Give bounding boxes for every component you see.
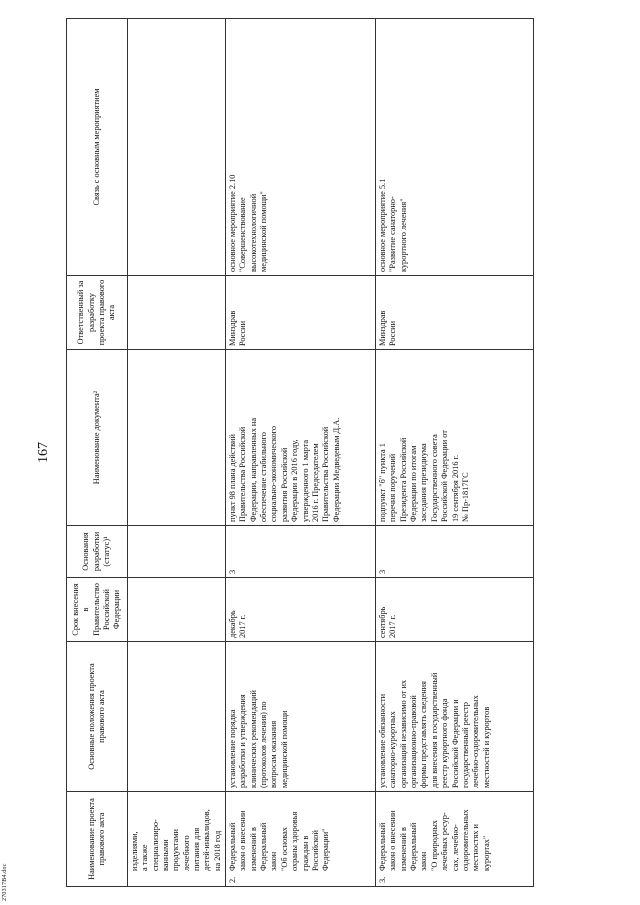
legal-acts-table <box>66 18 534 887</box>
header-link: Связь с основным мероприятием <box>67 19 128 276</box>
act-name-text: изделиями, а также специализиро- ванными продуктами лечебного питания для детей-инвалидов, на 2018 год <box>129 809 222 871</box>
act-name-text: Федеральный закон о внесении изменений в Федеральный закон "О природных лечебных ресур- сах, лечебно- оздоровительных местностях и курортах" <box>378 809 491 871</box>
header-document: Наименование документа² <box>67 350 128 526</box>
file-name: 270317B4.doc <box>2 863 8 901</box>
cell-document: подпункт "б" пункта 1 перечня поручений Президента Российской Федерации по итогам заседания президиума Государственного совета Российской Федерации от 19 сентября 2016 г. № Пр-1817ГС <box>376 350 534 526</box>
cell-act-name <box>226 792 376 887</box>
header-deadline: Срок внесения в Правительство Российской Федерации <box>67 578 128 642</box>
act-name-text: Федеральный закон о внесении изменений в Федеральный закон "Об основах охраны здоровья граждан в Российской Федерации" <box>228 810 331 871</box>
cell-document <box>127 350 225 526</box>
table-row <box>226 19 376 887</box>
cell-link: основное мероприятие 5.1 "Развитие санаторно- курортного лечения" <box>376 19 534 276</box>
cell-deadline <box>127 578 225 642</box>
cell-responsible: Минздрав России <box>226 276 376 350</box>
cell-act-name <box>127 792 225 887</box>
header-status: Основания разработки (статус)¹ <box>67 526 128 578</box>
table-row <box>376 19 534 887</box>
cell-responsible <box>127 276 225 350</box>
page-number: 167 <box>36 442 51 463</box>
cell-link <box>127 19 225 276</box>
cell-provisions: установление порядка разработки и утверждения клинических рекомендаций (протоколов лечения) по вопросам оказания медицинской помощи <box>226 642 376 792</box>
header-provisions: Основные положения проекта правового акта <box>67 642 128 792</box>
header-responsible: Ответственный за разработку проекта правового акта <box>67 276 128 350</box>
cell-responsible: Минздрав России <box>376 276 534 350</box>
cell-deadline: декабрь 2017 г. <box>226 578 376 642</box>
cell-document: пункт 98 плана действий Правительства Российской Федерации, направленных на обеспечение стабильного социально-экономического развития Российской Федерации в 2016 году, утвержденного 1 марта 2016 г. Председателем Правительства Российской Федерации Медведевым Д.А. <box>226 350 376 526</box>
table-row <box>127 19 225 887</box>
cell-deadline: сентябрь 2017 г. <box>376 578 534 642</box>
cell-provisions: установление обязанности санаторно-курортных организаций независимо от их организационно-правовой формы представлять сведения для внесения в государственный реестр курортного фонда Российской Федерации и государственный реестр лечебно-оздоровительных местностей и курортов <box>376 642 534 792</box>
cell-provisions <box>127 642 225 792</box>
cell-act-name <box>376 792 534 887</box>
cell-link: основное мероприятие 2.10 "Совершенствование высокотехнологичной медицинской помощи" <box>226 19 376 276</box>
table-header-row <box>67 19 128 887</box>
row-number: 3. <box>378 876 388 883</box>
row-number: 2. <box>228 876 238 883</box>
cell-status: 3 <box>226 526 376 578</box>
header-act-name: Наименование проекта правового акта <box>67 792 128 887</box>
cell-status <box>127 526 225 578</box>
cell-status: 3 <box>376 526 534 578</box>
